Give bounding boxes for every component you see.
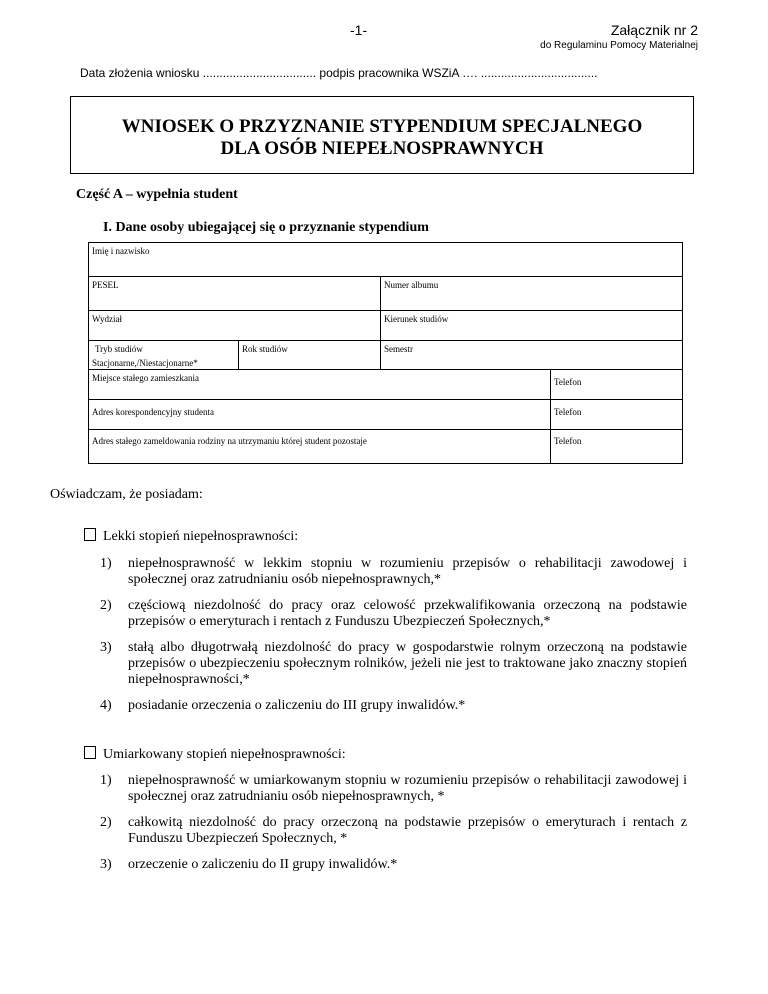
album-number-field[interactable] [381, 277, 683, 311]
study-mode-field[interactable] [89, 341, 239, 370]
album-number-label: Numer albumu [384, 280, 439, 290]
list-item: 4) posiadanie orzeczenia o zaliczeniu do III grupy inwalidów.* [100, 698, 466, 713]
phone-3-field[interactable] [551, 430, 683, 464]
pesel-field[interactable] [89, 277, 381, 311]
year-of-study-field[interactable] [239, 341, 381, 370]
study-mode-label: Tryb studiów [95, 344, 143, 354]
mild-disability-label: Lekki stopień niepełnosprawności: [103, 529, 299, 544]
annex-title: Załącznik nr 2 [610, 22, 698, 38]
pesel-label: PESEL [92, 280, 119, 290]
list-item: 3) orzeczenie o zaliczeniu do II grupy inwalidów.* [100, 857, 398, 872]
title-box [70, 96, 694, 174]
phone-2-label: Telefon [554, 407, 582, 417]
part-a-heading: Część A – wypełnia student [76, 187, 238, 202]
declaration-text: Oświadczam, że posiadam: [50, 487, 203, 502]
list-item: 2) całkowitą niezdolność do pracy orzeczoną na podstawie przepisów o emeryturach i rentach z Funduszu Ubezpieczeń Społecznych, * [100, 815, 687, 846]
title-line-2: DLA OSÓB NIEPEŁNOSPRAWNYCH [220, 138, 544, 159]
family-address-field[interactable] [89, 430, 551, 464]
annex-subtitle: do Regulaminu Pomocy Materialnej [540, 40, 698, 51]
mild-disability-checkbox[interactable] [84, 528, 96, 541]
full-name-label: Imię i nazwisko [92, 246, 150, 256]
permanent-address-field[interactable] [89, 370, 551, 400]
permanent-address-label: Miejsce stałego zamieszkania [92, 373, 199, 383]
study-mode-options: Stacjonarne,/Niestacjonarne* [92, 358, 198, 368]
mild-disability-list [100, 556, 687, 724]
list-item: 3) stałą albo długotrwałą niezdolność do pracy w gospodarstwie rolnym orzeczoną na podstawie przepisów o ubezpieczeniu społecznym rolników, jeżeli nie jest to traktowane jako znaczny stopień niepełnosprawności,* [100, 640, 687, 687]
family-address-label: Adres stałego zameldowania rodziny na utrzymaniu której student pozostaje [92, 436, 367, 446]
moderate-disability-option[interactable] [84, 746, 346, 763]
submission-line: Data złożenia wniosku .................................. podpis pracownika WSZiA …. ................................... [80, 66, 598, 80]
list-item: 1) niepełnosprawność w lekkim stopniu w rozumieniu przepisów o rehabilitacji zawodowej i społecznej oraz zatrudnianiu osób niepełnosprawnych,* [100, 556, 687, 587]
phone-1-field[interactable] [551, 370, 683, 400]
field-of-study-label: Kierunek studiów [384, 314, 449, 324]
section-1-heading: I. Dane osoby ubiegającej się o przyznanie stypendium [103, 220, 429, 235]
phone-2-field[interactable] [551, 400, 683, 430]
correspondence-address-field[interactable] [89, 400, 551, 430]
field-of-study-field[interactable] [381, 311, 683, 341]
list-item: 1) niepełnosprawność w umiarkowanym stopniu w rozumieniu przepisów o rehabilitacji zawodowej i społecznej oraz zatrudnianiu osób niepełnosprawnych, * [100, 773, 687, 804]
page-number: -1- [350, 22, 368, 38]
applicant-data-table [88, 242, 683, 464]
title-line-1: WNIOSEK O PRZYZNANIE STYPENDIUM SPECJALNEGO [121, 116, 643, 137]
moderate-disability-label: Umiarkowany stopień niepełnosprawności: [103, 747, 346, 762]
list-item: 2) częściową niezdolność do pracy oraz celowość przekwalifikowania orzeczoną na podstawie przepisów o emeryturach i rentach z Funduszu Ubezpieczeń Społecznych,* [100, 598, 687, 629]
moderate-disability-checkbox[interactable] [84, 746, 96, 759]
phone-3-label: Telefon [554, 436, 582, 446]
faculty-label: Wydział [92, 314, 122, 324]
year-of-study-label: Rok studiów [242, 344, 288, 354]
faculty-field[interactable] [89, 311, 381, 341]
semester-label: Semestr [384, 344, 413, 354]
moderate-disability-list [100, 773, 687, 883]
mild-disability-option[interactable] [84, 528, 298, 545]
phone-1-label: Telefon [554, 377, 582, 387]
full-name-field[interactable] [89, 243, 683, 277]
correspondence-address-label: Adres korespondencyjny studenta [92, 407, 214, 417]
semester-field[interactable] [381, 341, 683, 370]
